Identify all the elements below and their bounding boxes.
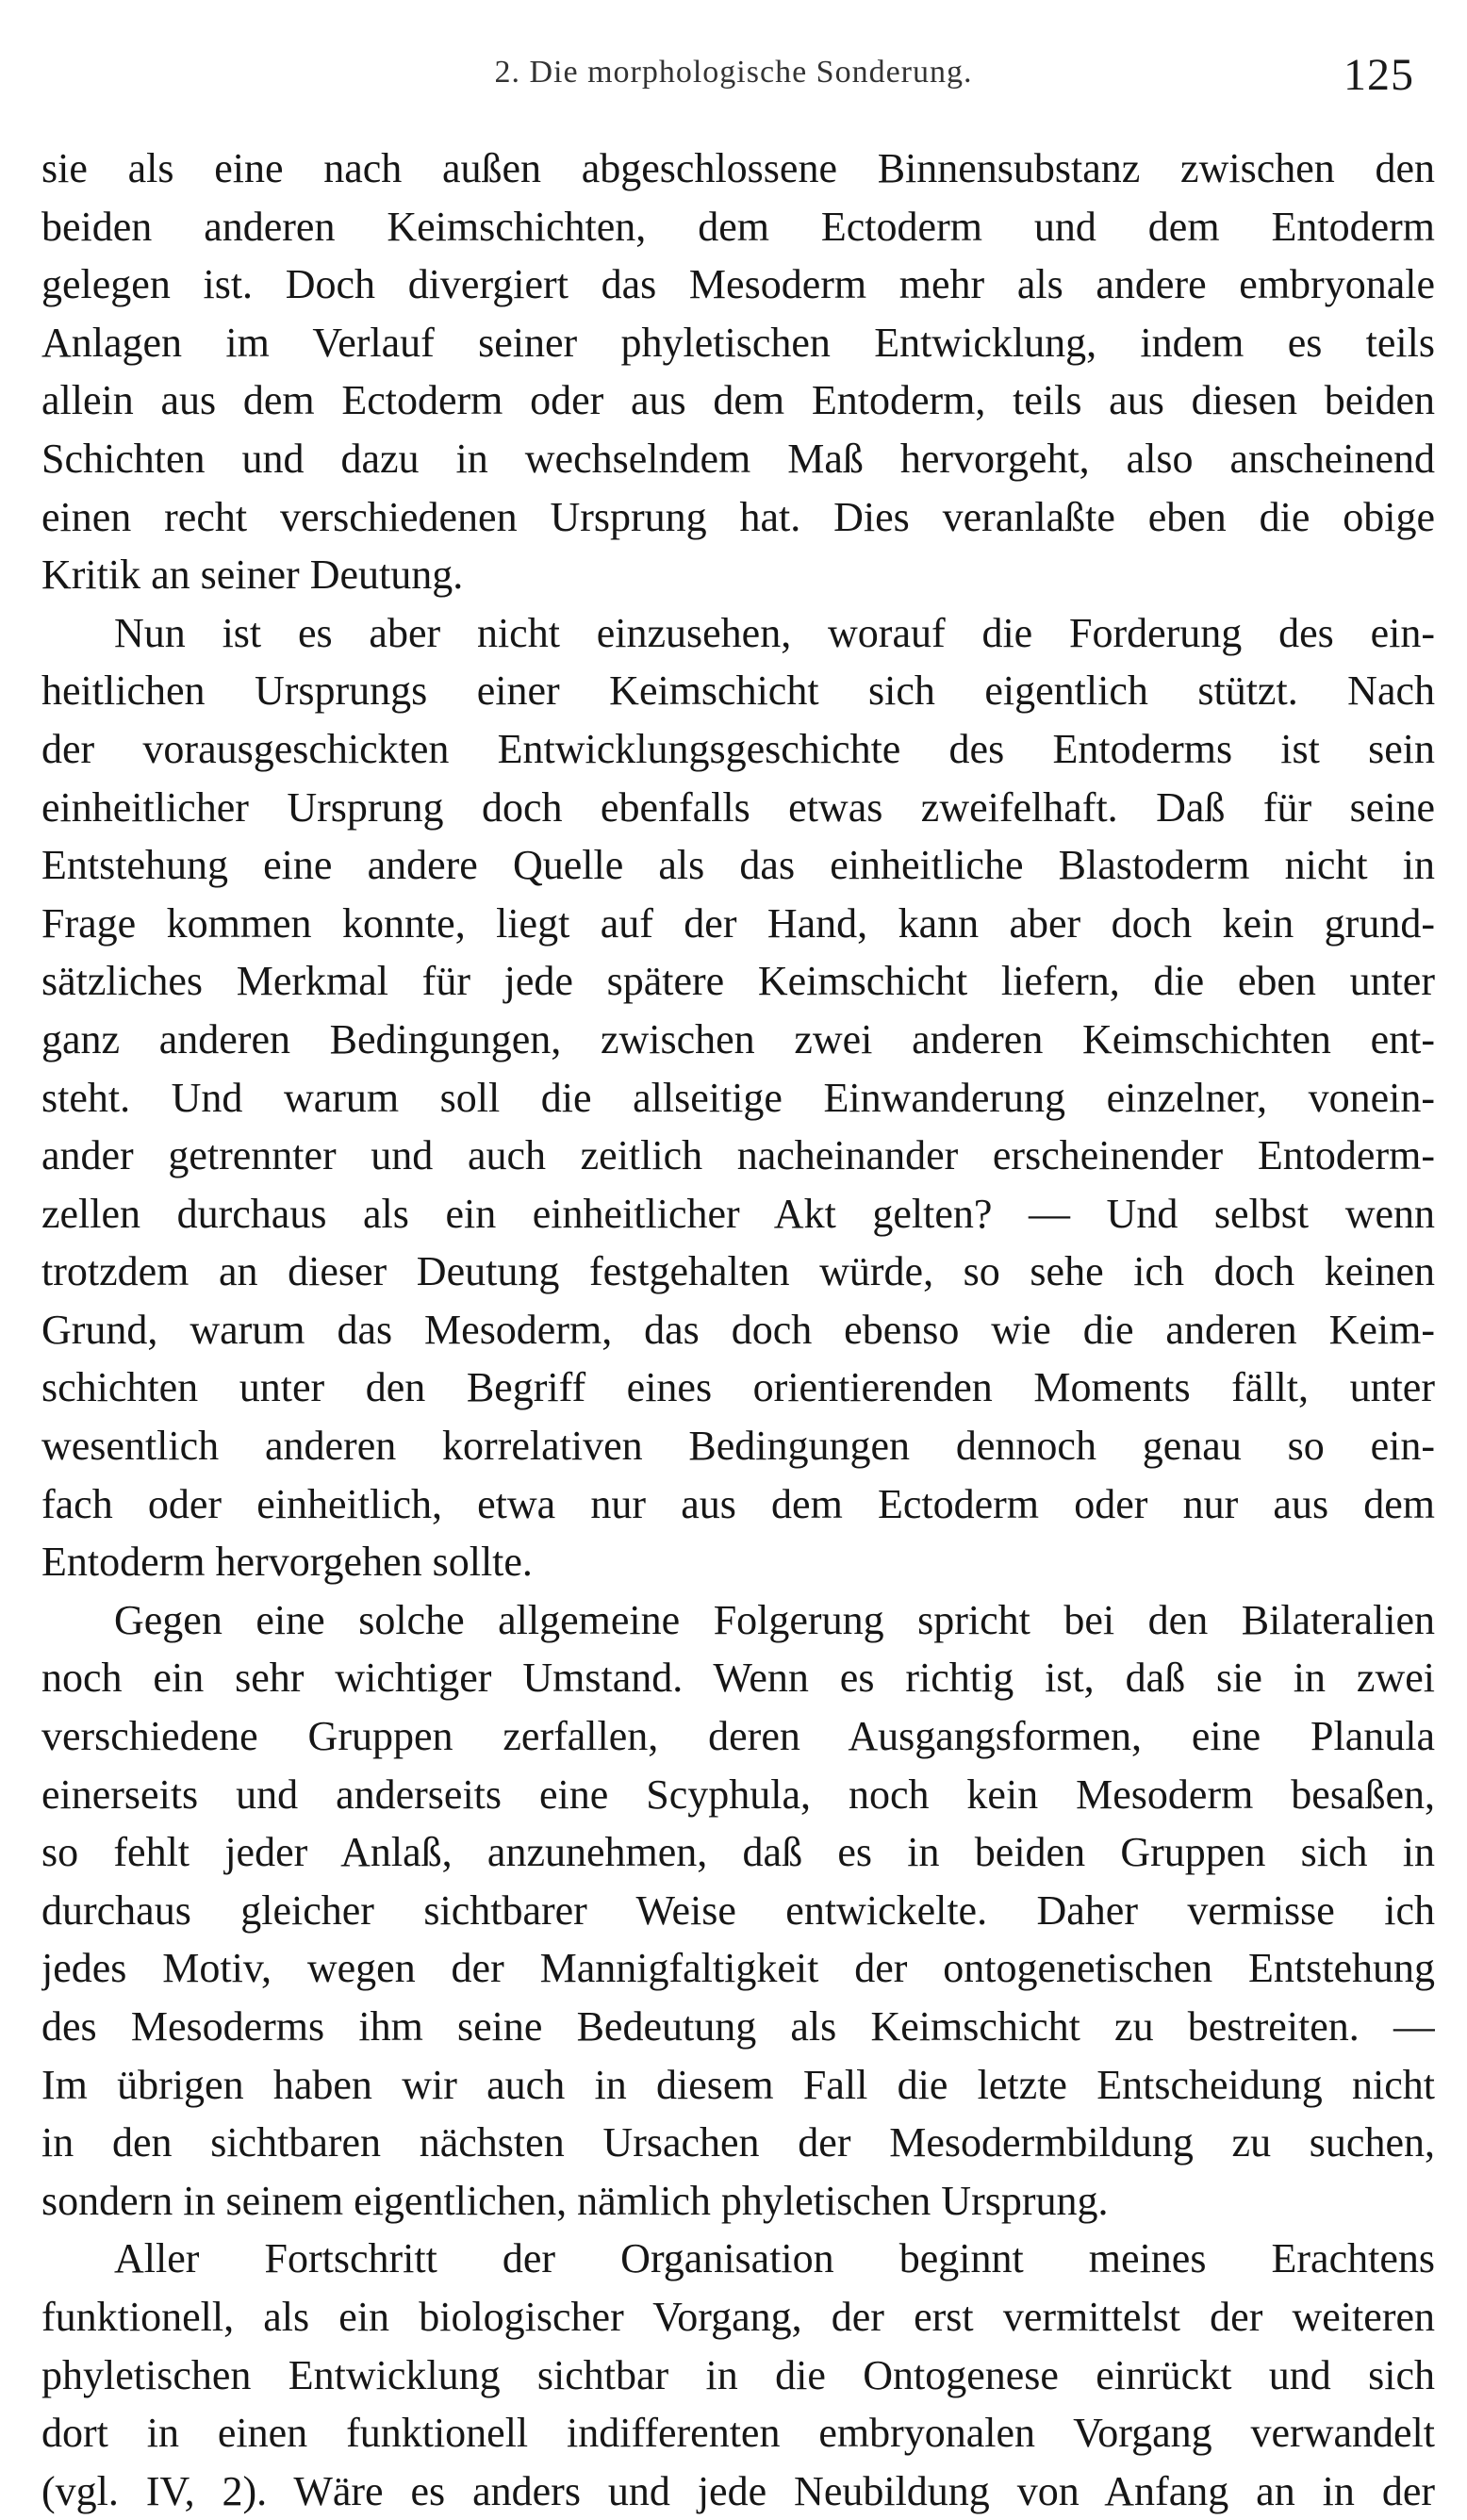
text-line: der vorausgeschickten Entwicklungsgeschichte des Entoderms ist sein bbox=[41, 725, 1435, 772]
text-line: ganz anderen Bedingungen, zwischen zwei anderen Keimschichten ent- bbox=[41, 1015, 1435, 1062]
text-line: einen recht verschiedenen Ursprung hat. Dies veranlaßte eben die obige bbox=[41, 493, 1435, 540]
text-line: heitlichen Ursprungs einer Keimschicht sich eigentlich stützt. Nach bbox=[41, 667, 1435, 715]
text-line: dort in einen funktionell indifferenten embryonalen Vorgang verwandelt bbox=[41, 2410, 1435, 2457]
text-line: phyletischen Entwicklung sichtbar in die Ontogenese einrückt und sich bbox=[41, 2351, 1435, 2398]
text-line: Entstehung eine andere Quelle als das einheitliche Blastoderm nicht in bbox=[41, 842, 1435, 889]
text-line: Im übrigen haben wir auch in diesem Fall die letzte Entscheidung nicht bbox=[41, 2061, 1435, 2108]
text-line: allein aus dem Ectoderm oder aus dem Entoderm, teils aus diesen beiden bbox=[41, 377, 1435, 424]
text-line: so fehlt jeder Anlaß, anzunehmen, daß es in beiden Gruppen sich in bbox=[41, 1829, 1435, 1876]
text-line: einerseits und anderseits eine Scyphula, noch kein Mesoderm besaßen, bbox=[41, 1771, 1435, 1818]
text-line: sätzliches Merkmal für jede spätere Keimschicht liefern, die eben unter bbox=[41, 958, 1435, 1005]
text-line: des Mesoderms ihm seine Bedeutung als Keimschicht zu bestreiten. — bbox=[41, 2003, 1435, 2050]
text-line: Frage kommen konnte, liegt auf der Hand, kann aber doch kein grund- bbox=[41, 899, 1435, 947]
paragraph-first-line: Aller Fortschritt der Organisation beginnt meines Erachtens bbox=[114, 2235, 1435, 2282]
text-line: noch ein sehr wichtiger Umstand. Wenn es richtig ist, daß sie in zwei bbox=[41, 1655, 1435, 1702]
text-line: schichten unter den Begriff eines orientierenden Moments fällt, unter bbox=[41, 1364, 1435, 1411]
text-line: Entoderm hervorgehen sollte. bbox=[41, 1539, 533, 1586]
text-line: Schichten und dazu in wechselndem Maß hervorgeht, also anscheinend bbox=[41, 435, 1435, 482]
text-line: jedes Motiv, wegen der Mannigfaltigkeit der ontogenetischen Entstehung bbox=[41, 1945, 1435, 1992]
running-head bbox=[38, 49, 1429, 106]
text-line: steht. Und warum soll die allseitige Einwanderung einzelner, vonein- bbox=[41, 1074, 1435, 1121]
text-line: ander getrennter und auch zeitlich nacheinander erscheinender Entoderm- bbox=[41, 1132, 1435, 1179]
text-line: gelegen ist. Doch divergiert das Mesoderm mehr als andere embryonale bbox=[41, 261, 1435, 308]
body-text bbox=[41, 140, 1435, 2520]
paragraph-first-line: Nun ist es aber nicht einzusehen, worauf die Forderung des ein- bbox=[114, 609, 1435, 656]
text-line: in den sichtbaren nächsten Ursachen der Mesodermbildung zu suchen, bbox=[41, 2119, 1435, 2166]
text-line: sie als eine nach außen abgeschlossene Binnensubstanz zwischen den bbox=[41, 145, 1435, 191]
text-line: (vgl. IV, 2). Wäre es anders und jede Neubildung von Anfang an in der bbox=[41, 2467, 1435, 2514]
text-line: Grund, warum das Mesoderm, das doch ebenso wie die anderen Keim- bbox=[41, 1306, 1435, 1353]
text-line: Kritik an seiner Deutung. bbox=[41, 552, 464, 599]
text-line: zellen durchaus als ein einheitlicher Akt gelten? — Und selbst wenn bbox=[41, 1190, 1435, 1237]
text-line: fach oder einheitlich, etwa nur aus dem Ectoderm oder nur aus dem bbox=[41, 1480, 1435, 1527]
text-line: sondern in seinem eigentlichen, nämlich phyletischen Ursprung. bbox=[41, 2177, 1109, 2224]
text-line: verschiedene Gruppen zerfallen, deren Ausgangsformen, eine Planula bbox=[41, 1713, 1435, 1760]
text-line: funktionell, als ein biologischer Vorgang, der erst vermittelst der weiteren bbox=[41, 2293, 1435, 2340]
paragraph-first-line: Gegen eine solche allgemeine Folgerung spricht bei den Bilateralien bbox=[114, 1596, 1435, 1643]
running-title: 2. Die morphologische Sonderung. bbox=[494, 55, 973, 90]
text-line: wesentlich anderen korrelativen Bedingungen dennoch genau so ein- bbox=[41, 1423, 1435, 1470]
page-number: 125 bbox=[1343, 50, 1414, 100]
text-line: Anlagen im Verlauf seiner phyletischen Entwicklung, indem es teils bbox=[41, 319, 1435, 366]
text-line: durchaus gleicher sichtbarer Weise entwickelte. Daher vermisse ich bbox=[41, 1886, 1435, 1934]
text-line: einheitlicher Ursprung doch ebenfalls etwas zweifelhaft. Daß für seine bbox=[41, 783, 1435, 831]
text-line: trotzdem an dieser Deutung festgehalten würde, so sehe ich doch keinen bbox=[41, 1248, 1435, 1295]
text-line: beiden anderen Keimschichten, dem Ectoderm und dem Entoderm bbox=[41, 203, 1435, 250]
